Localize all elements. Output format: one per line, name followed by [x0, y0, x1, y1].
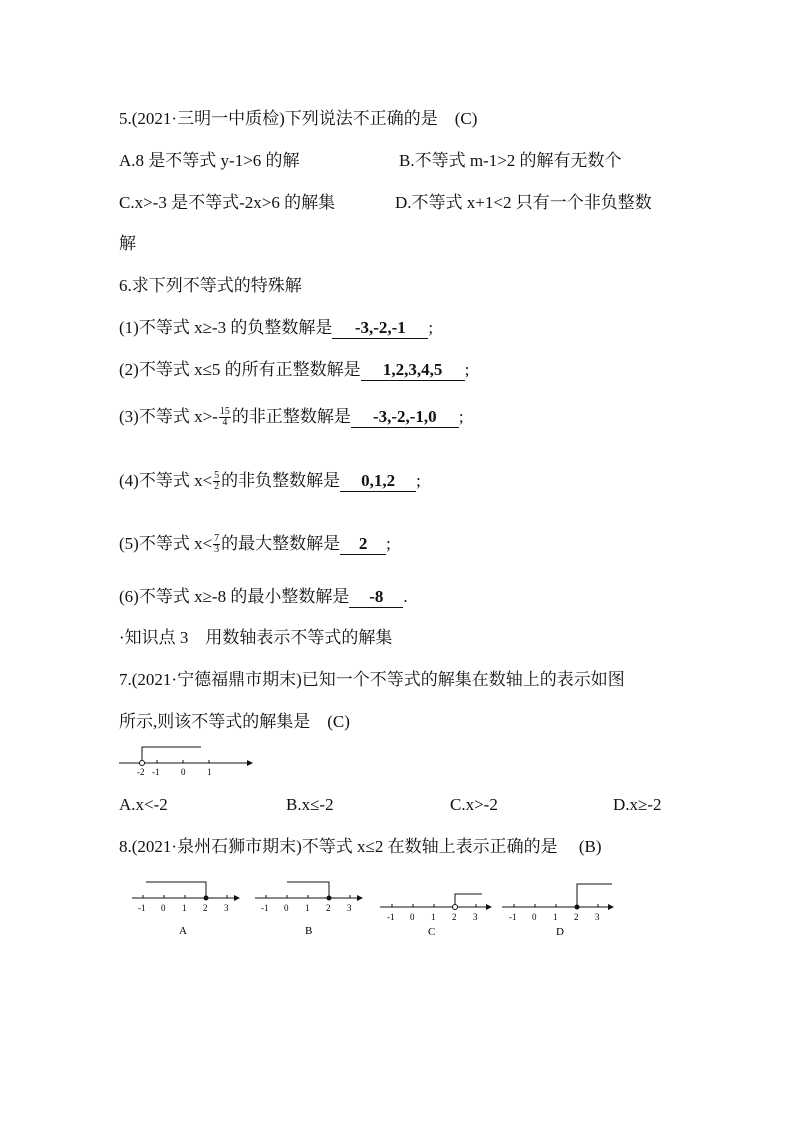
svg-text:0: 0: [284, 903, 289, 913]
q6-item-1: (1)不等式 x≥-3 的负整数解是 -3,-2,-1 ;: [119, 318, 434, 337]
figure-label: D: [556, 926, 564, 938]
svg-text:-1: -1: [509, 912, 517, 922]
q6-item-3-answer: -3,-2,-1,0: [351, 407, 459, 428]
fraction-7-3: $\frac{7}{3}$: [214, 532, 220, 555]
q7-stem-line2: 所示,则该不等式的解集是 (C): [119, 712, 350, 731]
svg-text:3: 3: [595, 912, 600, 922]
figure-label: C: [428, 926, 436, 938]
svg-text:3: 3: [224, 903, 229, 913]
q6-item-1-answer: -3,-2,-1: [332, 318, 428, 339]
q6-stem: 6.求下列不等式的特殊解: [119, 276, 302, 295]
q6-item-6-answer: -8: [349, 587, 403, 608]
q5-option-a: A.8 是不等式 y-1>6 的解: [119, 151, 300, 170]
q5-option-c: C.x>-3 是不等式-2x>6 的解集: [119, 193, 336, 212]
svg-text:2: 2: [326, 903, 331, 913]
svg-text:1: 1: [431, 912, 436, 922]
q6-item-6: (6)不等式 x≥-8 的最小整数解是 -8 .: [119, 587, 408, 606]
svg-text:0: 0: [532, 912, 537, 922]
q6-item-5: (5)不等式 x< $\frac{7}{3}$ 的最大整数解是 2 ;: [119, 532, 391, 555]
q8-figure-d: [500, 877, 615, 939]
fraction-15-4: $\frac{15}{4}$: [219, 405, 230, 428]
q8-figure-a: [130, 875, 240, 937]
q8-figure-b: [253, 875, 363, 937]
svg-text:1: 1: [553, 912, 558, 922]
q6-item-5-answer: 2: [340, 534, 386, 555]
svg-text:2: 2: [203, 903, 208, 913]
q6-item-2-answer: 1,2,3,4,5: [361, 360, 465, 381]
q7-option-d: D.x≥-2: [613, 795, 662, 814]
axis-tick-label: -1: [152, 767, 160, 777]
q8-figure-c: [378, 884, 493, 939]
svg-text:1: 1: [182, 903, 187, 913]
figure-label: A: [179, 925, 187, 937]
q5-option-b: B.不等式 m-1>2 的解有无数个: [399, 151, 622, 170]
axis-tick-label: -2: [137, 767, 145, 777]
svg-text:0: 0: [410, 912, 415, 922]
q6-item-4: (4)不等式 x< $\frac{5}{2}$ 的非负整数解是 0,1,2 ;: [119, 469, 421, 492]
svg-text:2: 2: [452, 912, 457, 922]
svg-text:1: 1: [305, 903, 310, 913]
axis-tick-label: 0: [181, 767, 186, 777]
q7-option-c: C.x>-2: [450, 795, 498, 814]
q8-stem: 8.(2021·泉州石狮市期末)不等式 x≤2 在数轴上表示正确的是 (B): [119, 837, 602, 856]
q7-option-a: A.x<-2: [119, 795, 168, 814]
svg-text:-1: -1: [261, 903, 269, 913]
q5-option-d-cont: 解: [119, 234, 136, 253]
q6-item-2: (2)不等式 x≤5 的所有正整数解是 1,2,3,4,5 ;: [119, 360, 470, 379]
section-heading: ·知识点 3 用数轴表示不等式的解集: [119, 628, 393, 647]
q7-number-line: [115, 742, 255, 778]
q6-item-1-text: (1)不等式 x≥-3 的负整数解是: [119, 318, 333, 337]
svg-text:2: 2: [574, 912, 579, 922]
svg-text:-1: -1: [387, 912, 395, 922]
svg-text:3: 3: [347, 903, 352, 913]
figure-label: B: [305, 925, 313, 937]
q6-item-2-text: (2)不等式 x≤5 的所有正整数解是: [119, 360, 361, 379]
fraction-5-2: $\frac{5}{2}$: [214, 469, 220, 492]
svg-text:0: 0: [161, 903, 166, 913]
q5-stem: 5.(2021·三明一中质检)下列说法不正确的是 (C): [119, 109, 478, 128]
axis-tick-label: 1: [207, 767, 212, 777]
q7-option-b: B.x≤-2: [286, 795, 334, 814]
svg-text:-1: -1: [138, 903, 146, 913]
q6-item-4-answer: 0,1,2: [340, 471, 416, 492]
q6-item-3: (3)不等式 x>- $\frac{15}{4}$ 的非正整数解是 -3,-2,-1,0 ;: [119, 405, 464, 428]
q5-option-d: D.不等式 x+1<2 只有一个非负整数: [395, 193, 652, 212]
q7-stem-line1: 7.(2021·宁德福鼎市期末)已知一个不等式的解集在数轴上的表示如图: [119, 670, 625, 689]
svg-text:3: 3: [473, 912, 478, 922]
